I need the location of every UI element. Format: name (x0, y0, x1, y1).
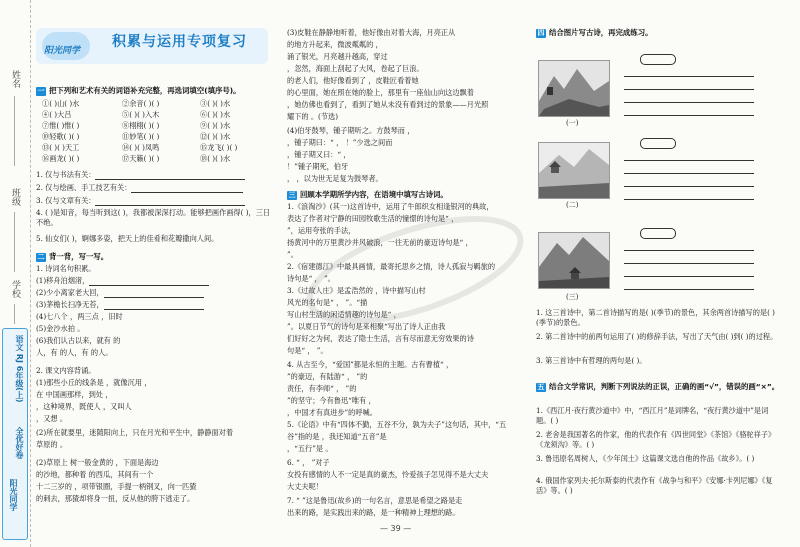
brand-logo (42, 32, 90, 60)
idiom-grid (42, 99, 272, 163)
idiom-item: ⑦惟( )惟( ) (42, 121, 80, 130)
text-line: 大丈夫呢！ (287, 482, 323, 491)
name-line (14, 96, 15, 166)
section-5-number: 五 (537, 383, 545, 391)
answer-blank[interactable] (131, 184, 243, 193)
section-2-heading (36, 252, 108, 262)
mountain-village-illustration (539, 233, 609, 288)
poem-line (36, 276, 209, 286)
column-right (536, 0, 786, 547)
binding-margin (0, 0, 31, 547)
text-line: ！”锺子期死，伯牙 (287, 162, 349, 171)
section-4-title: 结合图片写古诗，再完成练习。 (549, 28, 653, 37)
answer-blank[interactable] (95, 197, 245, 206)
text-line: ，这种境界，既使人 ，又叫人 (36, 402, 132, 411)
text-line: 责任，有李师“ ， ”的 (287, 384, 357, 393)
text-line: 谷”指的是 ，我还知道“五音”是 (287, 432, 387, 441)
idiom-item: ②余音( )( ) (122, 99, 160, 108)
s1-question-5: 5. 仙女们( )，婀娜多姿，把天上的佳肴和花瓣撒向人间。 (36, 234, 219, 243)
text-line: 7. “ ”这是鲁迅(故乡)的一句名言，意思是希望之路是走 (287, 496, 463, 505)
text-line: 十二三岁的 ，项带银圈，手提一柄钢叉，向一匹猹 (36, 482, 197, 491)
text-line: ，又想 。 (36, 414, 68, 423)
text-line: (2)草原上 树一般金黄的 ，下面是海边 (36, 458, 159, 467)
text-line: 2.《宿建德江》中最具画情，最寄托思乡之情，诗人孤寂与羁旅的 (287, 262, 496, 271)
judgement-item: 4. 俄国作家列夫·托尔斯泰的代表作有《战争与和平》《安娜·卡列尼娜》《复活》等。( ) (536, 476, 773, 496)
landscape-picture-3 (538, 232, 610, 289)
spine-series: 全优好卷 (15, 427, 24, 459)
snow-scene-illustration (539, 143, 609, 198)
text-line: 们好好之为何，表达了隐士生活，言有尽而意无穷效果的诗 (287, 334, 474, 343)
text-line: 涌了银光，月亮越升越高，穿过 (287, 52, 388, 61)
landscape-picture-2 (538, 142, 610, 199)
poem-line: 人，有 的人，有 的人。 (36, 348, 113, 357)
answer-blank[interactable] (624, 277, 754, 290)
idiom-item: ⑰天籁( )( ) (122, 154, 160, 163)
idiom-item: ⑬( )( )天工 (42, 143, 80, 152)
text-line: ，忽然，海面上刮起了大风，卷起了巨浪。 (287, 64, 424, 73)
idiom-item: ③( )( )水 (200, 99, 231, 108)
answer-blank[interactable] (624, 174, 754, 187)
section-3-heading (287, 190, 448, 200)
text-line: ，她仿佛也看到了，看到了她从未没有看到过的景象——月光照 (287, 100, 489, 109)
idiom-item: ⑧栩栩( )( ) (122, 121, 160, 130)
answer-blank[interactable] (624, 90, 754, 103)
section-4-number: 四 (537, 29, 545, 37)
answer-blank[interactable] (104, 301, 204, 310)
poem-line-text: (2)少小离家老大回， (36, 288, 104, 297)
spine-tab (2, 328, 28, 540)
answer-blank[interactable] (95, 171, 245, 180)
text-line: (4)伯牙鼓琴，锺子期听之。方鼓琴而 ， (287, 126, 415, 135)
text-line: 1.《浪淘沙》(其一)这首诗中，运用了牛郎织女相逢银河的典故， (287, 202, 494, 211)
section-4-heading (536, 28, 652, 38)
text-line: 的沙地，都种着 的西瓜，其间有一个 (36, 470, 154, 479)
idiom-item: ⑯画龙( )( ) (42, 154, 80, 163)
text-line: ， ，以为世无足复为鼓琴者。 (287, 174, 383, 183)
text-line: 表达了作者对宁静的田园牧歌生活的憧憬的诗句是“ ， (287, 214, 459, 223)
picture-1-caption: (一) (566, 119, 579, 127)
judgement-item: 2. 老舍是我国著名的作家，他的代表作有《四世同堂》《茶馆》《骆驼祥子》《龙须沟》等。( ) (536, 430, 776, 450)
text-line: 出来的路，是实践出来的路，是一种精神上理想的路。 (287, 508, 460, 517)
text-line: ”，运用夸张的手法， (287, 226, 356, 235)
poem-line-text: (3)茅檐长扫净无苔， (36, 300, 104, 309)
text-line: (2)所在就要里，迷随阳向上，只在月光和平生中，静静面对着 (36, 428, 234, 437)
answer-blank[interactable] (624, 187, 754, 200)
class-line (14, 212, 15, 272)
idiom-item: ⑤( )( )入木 (122, 110, 160, 119)
poem-line (36, 300, 204, 310)
poem-line: (6)我们认古以来，就有 的 (36, 336, 121, 345)
page-title: 积累与运用专项复习 (112, 34, 247, 50)
section-5-heading (536, 382, 781, 392)
judgement-item: 1.《西江月·夜行黄沙道中》中，“西江月”是词牌名，“夜行黄沙道中”是词题。( ) (536, 406, 769, 426)
s4-question-1: 1. 这三首诗中，第二首诗描写的是( )(季节)的景色，其余两首诗描写的是( )(季节)的景色。 (536, 308, 775, 328)
text-line: ”。 (287, 250, 298, 259)
text-line: 的刺去，那猹却将身一扭，反从他的胯下逃走了。 (36, 494, 195, 503)
s1-q2-text: 2. 仅与绘画、手工技艺有关： (36, 183, 132, 192)
answer-blank[interactable] (89, 277, 209, 286)
text-line: 句是“ ， ”。 (287, 346, 328, 355)
picture-3-caption: (三) (566, 293, 579, 301)
section-1-heading (36, 86, 241, 96)
text-line: 扬黄河中的万里黄沙并风破浪，一往无前的豪迈诗句是“ ， (287, 238, 473, 247)
text-line: ”的坚守；今有鲁迅“唯有 ， (287, 396, 376, 405)
answer-blank[interactable] (104, 289, 204, 298)
landscape-picture-1 (538, 60, 610, 117)
s4-question-3: 3. 第三首诗中有哲理的两句是( )。 (536, 356, 647, 365)
text-line: ，“五行”是 。 (287, 444, 333, 453)
text-line: (3)皮鞋在静静地听着，他好像由对着大海，月亮正从 (287, 28, 456, 37)
poem-line: (4)七八个 ，两三点 ，旧时 (36, 312, 123, 321)
answer-blank[interactable] (624, 148, 754, 161)
section-3-title: 回顾本学期所学内容，在语境中填写古诗词。 (300, 190, 448, 199)
page-number: — 39 — (380, 524, 412, 533)
poem-line: (5)金沙水拍 。 (36, 324, 85, 333)
text-line: 的地方升起来，微波粼粼的 ， (287, 40, 383, 49)
title-banner (36, 28, 268, 64)
idiom-item: ⑨( )( )水 (200, 121, 231, 130)
answer-blank[interactable] (624, 103, 754, 116)
section-2-number: 二 (37, 253, 45, 261)
section-2-title: 背一背，写一写。 (49, 252, 109, 261)
poem-line (36, 288, 204, 298)
text-line: ，锺子期曰：“ ， ！”少选之间而 (287, 138, 393, 147)
answer-blank[interactable] (624, 161, 754, 174)
s1-question-2 (36, 183, 243, 193)
text-line: ”。以夏日节气的诗句是来相聚“写出了诗人正由我 (287, 322, 446, 331)
s2-sub-1: 1. 诗词名句积累。 (36, 264, 96, 273)
text-line: (1)那些小丘的线条是 ，就像沉用 ， (36, 378, 152, 387)
answer-blank[interactable] (624, 251, 754, 264)
section-5-title: 结合文学常识，判断下列说法的正误，正确的画“√”，错误的画“×”。 (549, 382, 780, 391)
idiom-item: ⑭( )( )凤鸣 (122, 143, 160, 152)
poem-line-text: (1)移舟泊烟渚， (36, 276, 90, 285)
section-3-number: 三 (288, 191, 296, 199)
text-line: ，锺子期又曰：“ ， (287, 150, 351, 159)
text-line: 4. 从古至今，“爱国”都是永恒的主题。古有曹植“ ， (287, 360, 454, 369)
idiom-item: ⑥( )( )水 (200, 110, 231, 119)
text-line: 女投有感情的人不一定是真的豪杰，怜爱孩子怎见得不是大丈夫 (287, 470, 489, 479)
idiom-item: ①( )山( )水 (42, 99, 80, 108)
text-line: 6. “ ， ”对子 (287, 458, 330, 467)
answer-blank[interactable] (624, 238, 754, 251)
text-line: 耀下的 。(节选) (287, 112, 339, 121)
idiom-item: ⑩轻歌( )( ) (42, 132, 80, 141)
text-line: 的老人们，他好像看到了 ，皮鞋匠看着她 (287, 76, 419, 85)
text-line: 3.《过故人庄》是孟浩然的 ，诗中描写山村 (287, 286, 426, 295)
spine-brand: 阳光同学 (9, 479, 18, 511)
answer-blank[interactable] (624, 64, 754, 77)
s4-question-2: 2. 第二首诗中的前两句运用了( )的修辞手法，写出了天气由( )到( )的过程。 (536, 332, 778, 341)
poem-answer-lines (624, 148, 754, 200)
answer-blank[interactable] (624, 77, 754, 90)
s1-q3-text: 3. 仅与文章有关： (36, 196, 96, 205)
idiom-item: ⑫( )( )水 (200, 132, 231, 141)
text-line: 风光的名句是“ ， ”。“描 (287, 298, 368, 307)
text-line: 的心里面，她在照在她的脸上，那里有一座仙山向这边飘着 (287, 88, 474, 97)
logo-text: 阳光同学 (44, 46, 81, 56)
s1-question-3 (36, 196, 245, 206)
idiom-item: ⑱( )( )水 (200, 154, 231, 163)
poem-answer-lines (624, 64, 754, 116)
text-line: 5.《论语》中有“四体不勤，五谷不分，孰为夫子”这句话，其中，“五 (287, 420, 507, 429)
mountain-illustration (539, 61, 609, 116)
section-1-title: 把下列和艺术有关的词语补充完整，再选词填空(填序号)。 (49, 86, 241, 95)
s2-sub-2: 2. 课文内容背诵。 (36, 366, 96, 375)
section-1-number: 一 (37, 87, 45, 95)
poem-answer-lines (624, 238, 754, 290)
school-label: 学校 (10, 280, 20, 298)
column-left (36, 0, 276, 547)
answer-blank[interactable] (624, 264, 754, 277)
idiom-item: ⑮龙飞( )( ) (200, 143, 238, 152)
s1-q1-text: 1. 仅与书法有关： (36, 170, 96, 179)
school-line (14, 304, 15, 324)
text-line: 在 中国画那样，到处 ， (36, 390, 113, 399)
text-line: 写山村生活的闲适情趣的诗句是“ ， (287, 310, 401, 319)
idiom-item: ⑪妙笔( )( ) (122, 132, 160, 141)
text-line: ，中国才有真进步”的呼喊。 (287, 408, 377, 417)
text-line: 草原的 。 (36, 440, 68, 449)
spine-grade: 语文 RJ 6年级(上) (15, 335, 24, 403)
s1-question-4: 4. ( )是知音，每当听到这( )，我都被深深打动。能够把画作画得( )，三日不绝。 (36, 208, 271, 228)
text-line: ”的豪迈，有陆游“ ， ”的 (287, 372, 368, 381)
class-label: 班级 (10, 188, 20, 206)
idiom-item: ④( )大吕 (42, 110, 72, 119)
text-line: 诗句是“ ， ”。 (287, 274, 335, 283)
picture-2-caption: (二) (566, 201, 579, 209)
name-label: 姓名 (10, 70, 20, 88)
judgement-item: 3. 鲁迅原名周树人，《少年闰土》这篇课文选自他的作品《故乡》。( ) (536, 454, 755, 463)
s1-question-1 (36, 170, 245, 180)
